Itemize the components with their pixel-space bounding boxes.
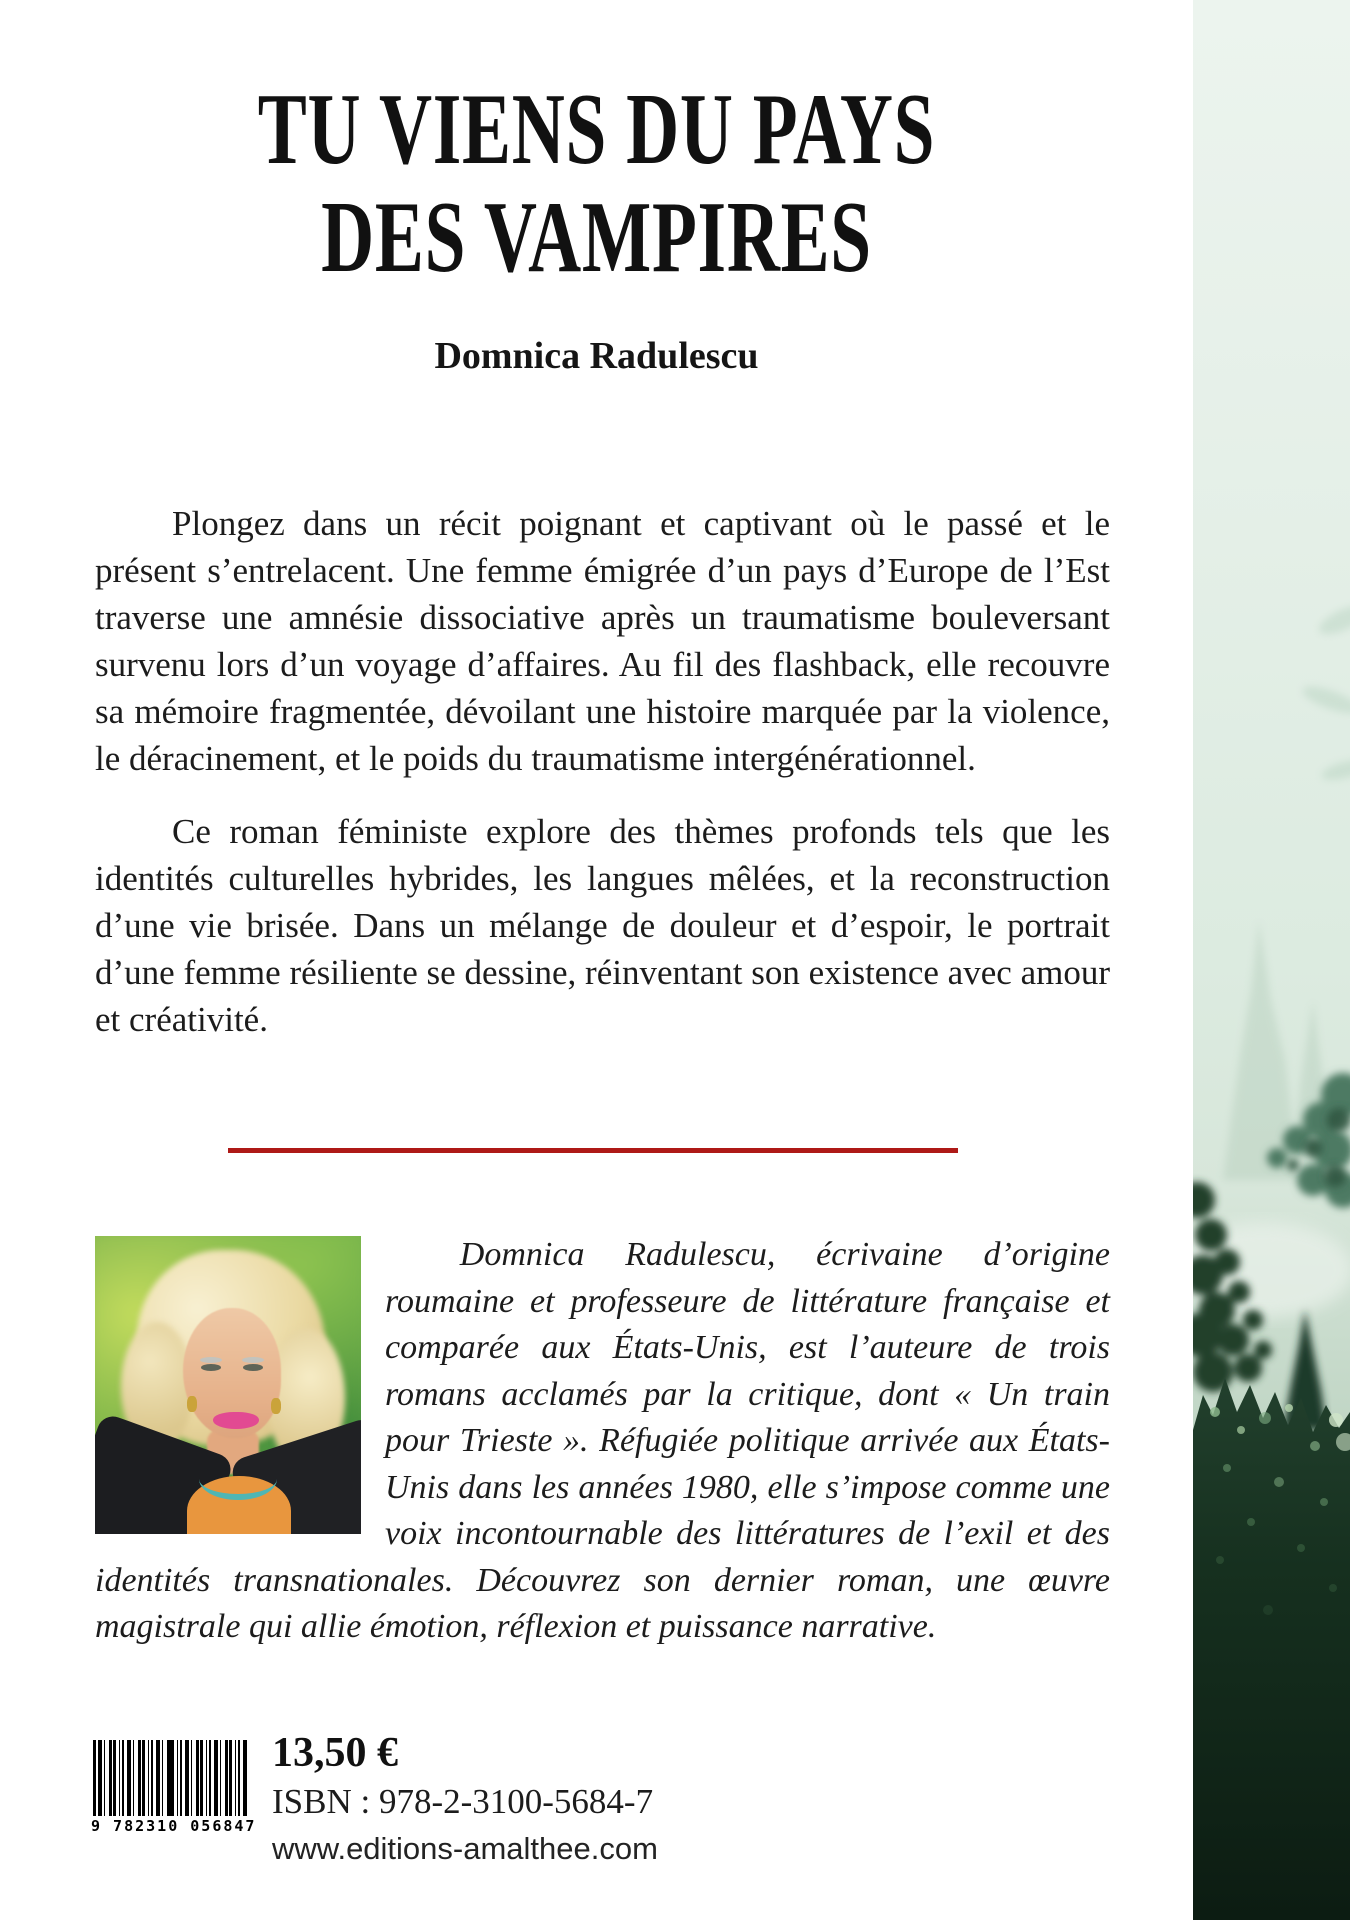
portrait-lips xyxy=(213,1412,259,1429)
portrait-eye-right xyxy=(243,1364,263,1371)
synopsis-section xyxy=(95,500,1110,1043)
portrait-eyeshadow-left xyxy=(200,1357,222,1363)
portrait-eyeshadow-right xyxy=(242,1357,264,1363)
barcode-digits: 9 782310 056847 xyxy=(91,1817,257,1835)
book-title-line2: DES VAMPIRES xyxy=(321,181,872,294)
portrait-necklace xyxy=(199,1458,277,1500)
forest-strip-image xyxy=(1193,0,1350,1920)
author-bio-text: Domnica Radulescu, écrivaine d’origine roumaine et professeure de littérature française et comparée aux États-Unis, est l’auteure de trois romans acclamés par la critique, dont « Un train pour Trieste ». Réfugiée politique arrivée aux États-Unis dans les années 1980, elle s’impose comme une voix incontournable des littératures de l’exil et des identités transnationales. Découvrez son dernier roman, une œuvre magistrale qui allie émotion, réflexion et puissance narrative. xyxy=(95,1236,1110,1645)
book-title-line1: TU VIENS DU PAYS xyxy=(257,73,936,186)
portrait-eye-left xyxy=(201,1364,221,1371)
author-name: Domnica Radulescu xyxy=(434,335,759,377)
portrait-earring-left xyxy=(187,1396,197,1412)
forest-strip-art xyxy=(1193,0,1350,1920)
book-title xyxy=(167,73,1026,294)
price-label: 13,50 € xyxy=(272,1730,398,1776)
author-bio-section xyxy=(95,1232,1110,1651)
red-divider-line xyxy=(228,1148,958,1153)
synopsis-paragraph-1: Plongez dans un récit poignant et captivant où le passé et le présent s’entrelacent. Une femme émigrée d’un pays d’Europe de l’Est traverse une amnésie dissociative après un traumatisme bouleversant survenu lors d’un voyage d’affaires. Au fil des flashback, elle recouvre sa mémoire fragmentée, dévoilant une histoire marquée par la violence, le déracinement, et le poids du traumatisme intergénérationnel. xyxy=(95,504,1110,778)
isbn-label: ISBN : 978-2-3100-5684-7 xyxy=(272,1782,654,1821)
synopsis-paragraph-2: Ce roman féministe explore des thèmes profonds tels que les identités culturelles hybrides, les langues mêlées, et la reconstruction d’une vie brisée. Dans un mélange de douleur et d’espoir, le portrait d’une femme résiliente se dessine, réinventant son existence avec amour et créativité. xyxy=(95,812,1110,1039)
portrait-earring-right xyxy=(271,1398,281,1414)
ean-barcode xyxy=(91,1740,257,1836)
author-portrait-photo xyxy=(95,1236,361,1534)
publisher-website: www.editions-amalthee.com xyxy=(272,1831,658,1866)
